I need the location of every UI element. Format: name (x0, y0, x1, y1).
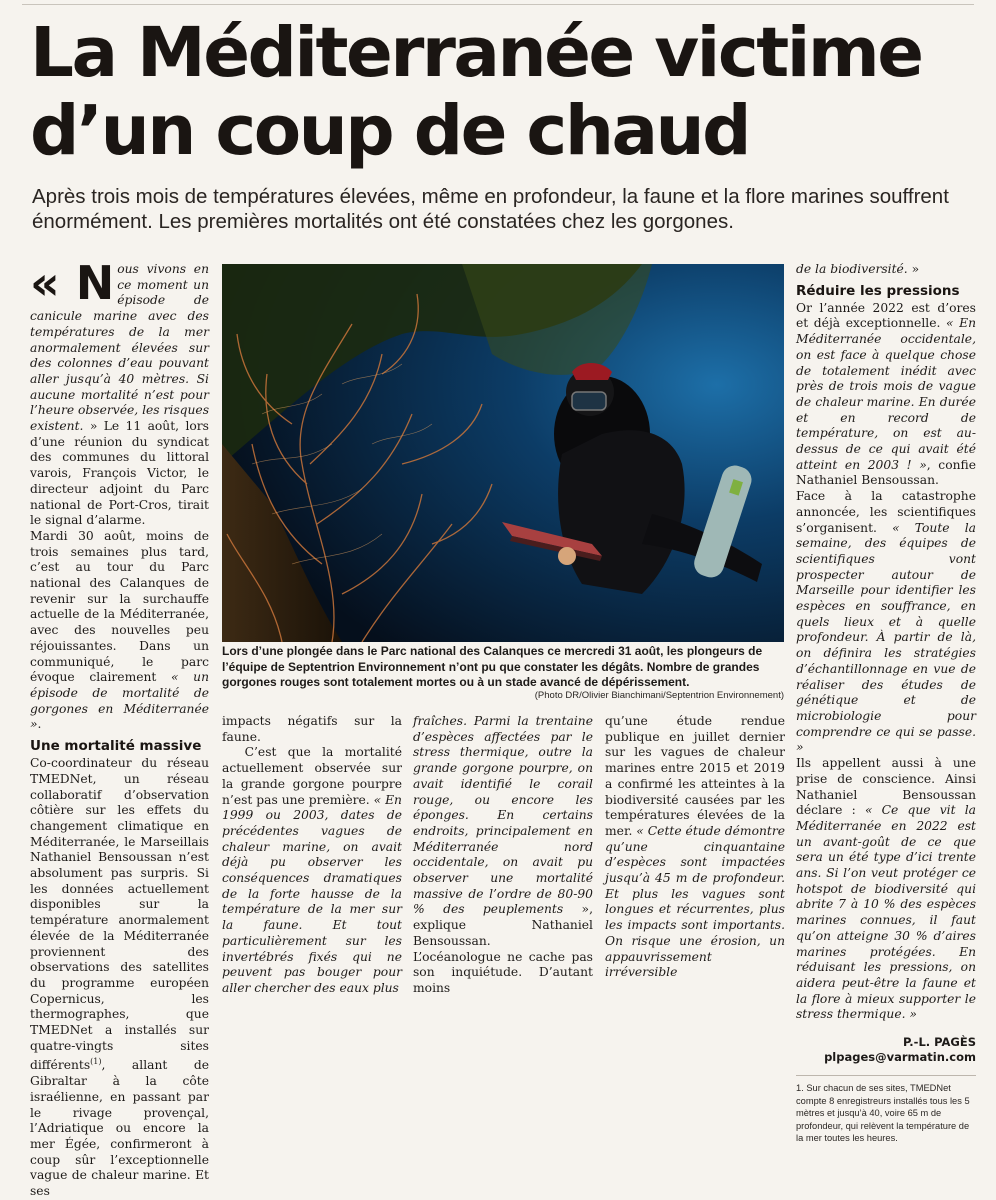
author-email: plpages@varmatin.com (824, 1050, 976, 1065)
subhead-pressions: Réduire les pressions (796, 282, 960, 299)
quote-text: « Ce que vit la Méditerranée en 2022 est un avant-goût de ce que sera un été type d’ici trente ans. Si l’on veut protéger ce hotspot de biodiversité qui abrite 7 à 10 % des espèces marines connues, il faut qu’on atteigne 30 % d’aires marines protégées. En réduisant les pressions, on aidera peut-être la faune et la flore à mieux supporter le stress thermique. » (796, 803, 976, 1022)
quote-text: ous vivons en ce moment un épisode de canicule marine avec des températures de la mer anormalement élevées sur des colonnes d’eau pouvant aller jusqu’à 40 mètres. Si aucune mortalité n’est pour l’heure observée, les risques existent. (30, 262, 210, 434)
footnote-divider (796, 1075, 976, 1076)
paragraph-text: » (907, 262, 920, 276)
paragraph (796, 262, 976, 278)
paragraph (222, 745, 402, 996)
article-column-4 (605, 714, 785, 981)
paragraph-text: Or l’année 2022 est d’ores et déjà exceptionnelle. (796, 300, 976, 331)
paragraph-text: » Le 11 août, lors d’une réunion du syndicat des communes du littoral varois, François Victor, le directeur adjoint du Parc national de Port-Cros, tirait le signal d’alarme. (30, 419, 209, 528)
article-column-1 (30, 256, 210, 1200)
quote-text: « Toute la semaine, des équipes de scientifiques vont prospecter autour de Marseille pour identifier les espèces en souffrance, en quels lieux et à quelle profondeur. À partir de là, on définira les stratégies d’échantillonnage en vue de réaliser des études de génétique et de microbiologie pour comprendre ce qui se passe. » (796, 520, 976, 755)
paragraph-text: . (37, 717, 42, 732)
diver-gorgonian-photo (222, 264, 784, 642)
photo-credit: (Photo DR/Olivier Bianchimani/Septentrion Environnement) (534, 690, 784, 701)
paragraph-text: Co-coordinateur du réseau TMEDNet, un réseau collaboratif d’observation côtière sur les effets du changement climatique en Méditerranée, le Marseillais Nathaniel Bensoussan n’est absolument pas surpris. Si les données actuellement disponibles sur la température anormalement élevée de la Méditerranée proviennent des observations des satellites du programme européen Copernicus, les thermographes, que TMEDNet a installés sur quatre-vingts sites différents (30, 756, 209, 1073)
paragraph (796, 301, 976, 489)
paragraph-text: C’est que la mortalité actuellement observée sur la grande gorgone pourpre n’est pas une première. (222, 745, 402, 807)
footnote-ref: (1) (90, 1057, 102, 1067)
underwater-illustration (222, 264, 784, 642)
paragraph-text: Ils appellent aussi à une prise de conscience. Ainsi Nathaniel Bensoussan déclare : (796, 756, 976, 818)
paragraph-text: Face à la catastrophe annoncée, les scientifiques s’organisent. (796, 489, 976, 535)
article-column-5 (796, 262, 976, 1145)
paragraph (30, 756, 209, 1200)
quote-text: « un épisode de mortalité de gorgones en Méditerranée » (30, 670, 209, 732)
quote-text: de la biodiversité. (796, 262, 908, 276)
photo-caption: Lors d’une plongée dans le Parc national des Calanques ce mercredi 31 août, les plongeurs de l’équipe de Septentrion Environnement n’ont pu que constater les dégâts. Nombre de grandes gorgones rouges sont totalement mortes ou à un stade avancé de dépérissement. (222, 644, 763, 689)
article-column-2 (222, 714, 402, 997)
top-rule (22, 4, 974, 5)
footnote: 1. Sur chacun de ses sites, TMEDNet compte 8 enregistreurs installés tous les 5 mètres et jusqu’à 40, voire 65 m de profondeur, qui relèvent la température de la mer toutes les heures. (796, 1083, 970, 1144)
paragraph-text: , allant de Gibraltar à la côte israélienne, en passant par le rivage provençal, l’Adriatique ou encore la mer Égée, confirmeront à coup sûr l’exceptionnelle vague de chaleur marine. Et ses (30, 1058, 209, 1199)
quote-text: « En Méditerranée occidentale, on est face à quelque chose de totalement inédit avec près de trois mois de vague de chaleur marine. En durée et en record de température, on est au-dessus de ce qui avait été atteint en 2003 ! » (796, 316, 976, 472)
paragraph (605, 714, 785, 981)
intro-paragraph (30, 256, 210, 529)
paragraph (30, 529, 209, 733)
quote-text: « En 1999 ou 2003, dates de précédentes vagues de chaleur marine, on avait déjà pu observer les conséquences dramatiques de la forte hausse de la température de la mer sur la faune. Et tout particulièrement sur les invertébrés fixés qui ne peuvent pas bouger pour aller chercher des eaux plus (222, 792, 402, 995)
paragraph (796, 489, 976, 756)
standfirst: Après trois mois de températures élevées, même en profondeur, la faune et la flore marines souffrent énormément. Les premières mortalités ont été constatées chez les gorgones. (32, 185, 949, 233)
paragraph-text: , confie Nathaniel Bensoussan. (796, 457, 976, 488)
paragraph (413, 714, 593, 950)
paragraph-text: qu’une étude rendue publique en juillet dernier sur les vagues de chaleur marines entre 2015 et 2019 a confirmé les atteintes à la biodiversité causées par les températures élevées de la mer. (605, 714, 785, 838)
article-column-3 (413, 714, 593, 997)
subhead-mortalite: Une mortalité massive (30, 738, 202, 755)
author-signature: P.-L. PAGÈS (902, 1035, 976, 1050)
paragraph-text: », explique Nathaniel Bensoussan. (413, 902, 593, 948)
paragraph: L’océanologue ne cache pas son inquiétude. D’autant moins (413, 949, 593, 995)
paragraph-text: Mardi 30 août, moins de trois semaines plus tard, c’est au tour du Parc national des Calanques de revenir sur la surchauffe actuelle de la Méditerranée, avec des nouvelles peu réjouissantes. Dans un communiqué, le parc évoque clairement (30, 528, 209, 685)
quote-text: fraîches. Parmi la trentaine d’espèces affectées par le stress thermique, outre la grande gorgone pourpre, on avait identifié le corail rouge, ou encore les éponges. En certains endroits, principalement en Méditerranée nord occidentale, on avait pu observer une mortalité massive de l’ordre de 80-90 % des peuplements (413, 714, 593, 917)
drop-cap: « N (30, 256, 115, 310)
paragraph (796, 756, 976, 1023)
quote-text: « Cette étude démontre qu’une cinquantaine d’espèces sont impactées jusqu’à 45 m de profondeur. Et plus les vagues sont longues et récurrentes, plus les impacts sont importants. On risque une érosion, un appauvrissement irréversible (605, 823, 785, 980)
headline: La Méditerranée victime d’un coup de chaud (30, 13, 922, 171)
paragraph: impacts négatifs sur la faune. (222, 714, 402, 744)
